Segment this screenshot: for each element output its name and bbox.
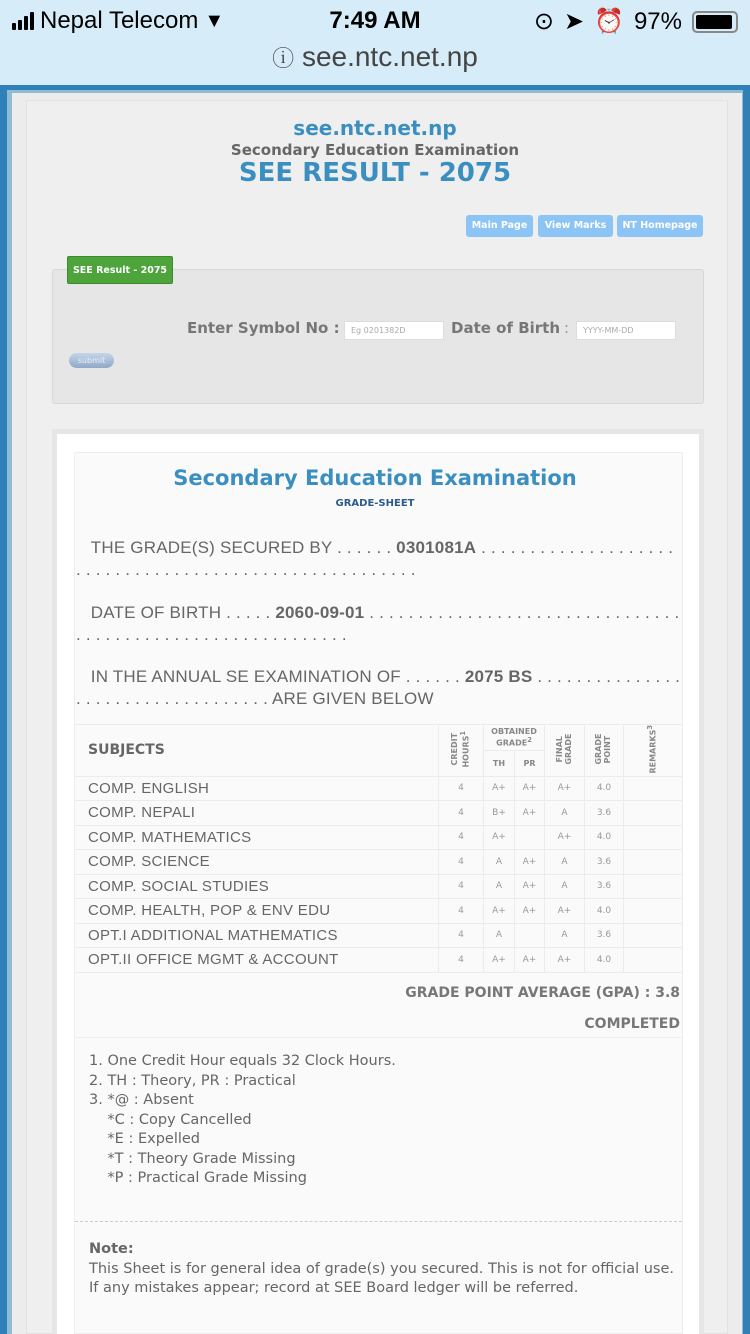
sheet-title: Secondary Education Examination [173, 466, 577, 490]
location-icon: ➤ [563, 8, 585, 35]
grades-table [74, 724, 683, 973]
footnote: *E : Expelled [89, 1131, 201, 1147]
cell-subject: OPT.II OFFICE MGMT & ACCOUNT [75, 948, 439, 973]
cell-gp: 4.0 [585, 825, 624, 850]
gpa: GRADE POINT AVERAGE (GPA) : 3.8 [405, 985, 680, 1001]
table-row [75, 776, 683, 801]
cell-subject: OPT.I ADDITIONAL MATHEMATICS [75, 923, 439, 948]
final-grade-header: FINAL GRADE [545, 725, 585, 777]
table-row [75, 825, 683, 850]
table-row [75, 899, 683, 924]
secured-by-line [76, 537, 682, 581]
cell-th: A [484, 923, 515, 948]
cell-pr: A+ [515, 776, 545, 801]
cell-gp: 3.6 [585, 874, 624, 899]
cell-pr: A+ [515, 874, 545, 899]
cell-pr: A+ [515, 850, 545, 875]
cell-credit: 4 [439, 850, 484, 875]
cell-gp: 4.0 [585, 776, 624, 801]
table-row [75, 801, 683, 826]
symbol-label: Enter Symbol No : [187, 319, 340, 337]
subjects-header: SUBJECTS [75, 725, 439, 777]
footnote: *T : Theory Grade Missing [89, 1150, 296, 1167]
pr-header: PR [515, 750, 545, 776]
cell-credit: 4 [439, 923, 484, 948]
cell-gp: 3.6 [585, 850, 624, 875]
dots: . . . . . . . . . . . . . . . . . . . . . . . . . . . . . . . . . . . . . . . . . . . . . . . . . . . . . . . . . . . . [76, 603, 680, 644]
cell-th: A+ [484, 948, 515, 973]
exam-line-tail: . . . . . . . . . . . . . . . . . . . . . . . . . . . . . . . . . . . ARE GIVEN BELOW [76, 667, 681, 708]
cell-subject: COMP. NEPALI [75, 801, 439, 826]
cell-final: A+ [545, 899, 585, 924]
cell-th: A [484, 874, 515, 899]
submit-button[interactable]: submit [69, 353, 114, 368]
symbol-input[interactable]: Eg 0201382D [344, 321, 444, 340]
cell-remarks [624, 948, 683, 973]
carrier: Nepal Telecom [40, 7, 199, 34]
clock: 7:49 AM [329, 7, 421, 34]
nt-homepage-button[interactable]: NT Homepage [617, 215, 703, 237]
cell-th: B+ [484, 801, 515, 826]
th-header: TH [484, 750, 515, 776]
cell-credit: 4 [439, 874, 484, 899]
exam-year: 2075 BS [464, 667, 533, 686]
note-text: This Sheet is for general idea of grade(s) you secured. This is not for official use. If any mistakes appear; record at SEE Board ledger will be referred. [89, 1260, 675, 1296]
battery-icon [692, 11, 738, 33]
header-subtitle: Secondary Education Examination [230, 141, 520, 159]
footnote: 2. TH : Theory, PR : Practical [89, 1072, 296, 1089]
rotation-lock-icon: ⊙ [533, 8, 554, 35]
wifi-icon: ▼ [204, 9, 225, 32]
dots: . . . . . . . . . . . . . . . . . . . . . . . . . . . . . . . . . . . . . . . . . . . . . . . . . . . . . . . [76, 538, 674, 579]
page-title: SEE RESULT - 2075 [238, 158, 512, 188]
cell-remarks [624, 874, 683, 899]
cell-pr: A+ [515, 899, 545, 924]
cell-pr [515, 825, 545, 850]
alarm-icon: ⏰ [594, 8, 624, 35]
dob-line-label: DATE OF BIRTH . . . . . [90, 603, 276, 622]
url-text: see.ntc.net.np [301, 41, 478, 72]
cell-pr: A+ [515, 948, 545, 973]
cell-final: A+ [545, 825, 585, 850]
note-title: Note: [89, 1241, 134, 1257]
secured-by-label: THE GRADE(S) SECURED BY . . . . . . [90, 538, 397, 557]
cell-th: A+ [484, 776, 515, 801]
cell-subject: COMP. SOCIAL STUDIES [75, 874, 439, 899]
dob-colon: : [564, 319, 570, 337]
cell-th: A+ [484, 899, 515, 924]
sheet-subtitle: GRADE-SHEET [335, 498, 415, 509]
cell-subject: COMP. HEALTH, POP & ENV EDU [75, 899, 439, 924]
obtained-grade-header: OBTAINED GRADE$^2$ [484, 725, 545, 751]
cell-gp: 3.6 [585, 801, 624, 826]
dob-value: 2060-09-01 [275, 603, 365, 622]
site-name[interactable]: see.ntc.net.np [293, 116, 457, 140]
cell-remarks [624, 923, 683, 948]
cell-final: A [545, 923, 585, 948]
cell-gp: 4.0 [585, 899, 624, 924]
cell-credit: 4 [439, 948, 484, 973]
dob-label: Date of Birth [451, 319, 561, 337]
symbol-number: 0301081A [396, 538, 477, 557]
cell-credit: 4 [439, 776, 484, 801]
cell-remarks [624, 801, 683, 826]
credit-hours-header: CREDIT HOURS$^1$ [439, 725, 484, 777]
cell-subject: COMP. ENGLISH [75, 776, 439, 801]
table-row [75, 923, 683, 948]
info-icon: ⓘ [272, 46, 295, 71]
remarks-header: REMARKS$^3$ [624, 725, 683, 777]
disclaimer [75, 1221, 682, 1299]
cell-remarks [624, 825, 683, 850]
grade-point-header: GRADE POINT [585, 725, 624, 777]
exam-line-label: IN THE ANNUAL SE EXAMINATION OF . . . . . . [90, 667, 465, 686]
cell-remarks [624, 776, 683, 801]
status-bar [0, 0, 750, 40]
completion-status: COMPLETED [584, 1016, 680, 1032]
cell-gp: 3.6 [585, 923, 624, 948]
cell-final: A+ [545, 948, 585, 973]
footnotes [75, 1037, 682, 1189]
cell-final: A [545, 874, 585, 899]
cell-credit: 4 [439, 825, 484, 850]
dob-input[interactable]: YYYY-MM-DD [576, 321, 676, 340]
table-row [75, 874, 683, 899]
address-bar[interactable] [0, 40, 750, 85]
cell-subject: COMP. SCIENCE [75, 850, 439, 875]
battery-percent: 97% [633, 7, 682, 35]
cell-th: A+ [484, 825, 515, 850]
tab-see-result[interactable]: SEE Result - 2075 [67, 256, 173, 284]
dob-line [76, 602, 682, 646]
cell-final: A [545, 850, 585, 875]
cell-remarks [624, 850, 683, 875]
footnote: 3. *@ : Absent [89, 1092, 194, 1108]
view-marks-button[interactable]: View Marks [538, 215, 613, 237]
cell-final: A+ [545, 776, 585, 801]
cell-th: A [484, 850, 515, 875]
cell-final: A [545, 801, 585, 826]
cell-pr [515, 923, 545, 948]
cell-pr: A+ [515, 801, 545, 826]
cell-credit: 4 [439, 801, 484, 826]
exam-line [76, 666, 682, 710]
cell-gp: 4.0 [585, 948, 624, 973]
footnote: *P : Practical Grade Missing [89, 1170, 307, 1186]
main-page-button[interactable]: Main Page [466, 215, 533, 237]
cell-remarks [624, 899, 683, 924]
cell-subject: COMP. MATHEMATICS [75, 825, 439, 850]
footnote: *C : Copy Cancelled [89, 1111, 252, 1128]
cell-credit: 4 [439, 899, 484, 924]
footnote: 1. One Credit Hour equals 32 Clock Hours. [89, 1053, 396, 1069]
table-row [75, 850, 683, 875]
table-row [75, 948, 683, 973]
